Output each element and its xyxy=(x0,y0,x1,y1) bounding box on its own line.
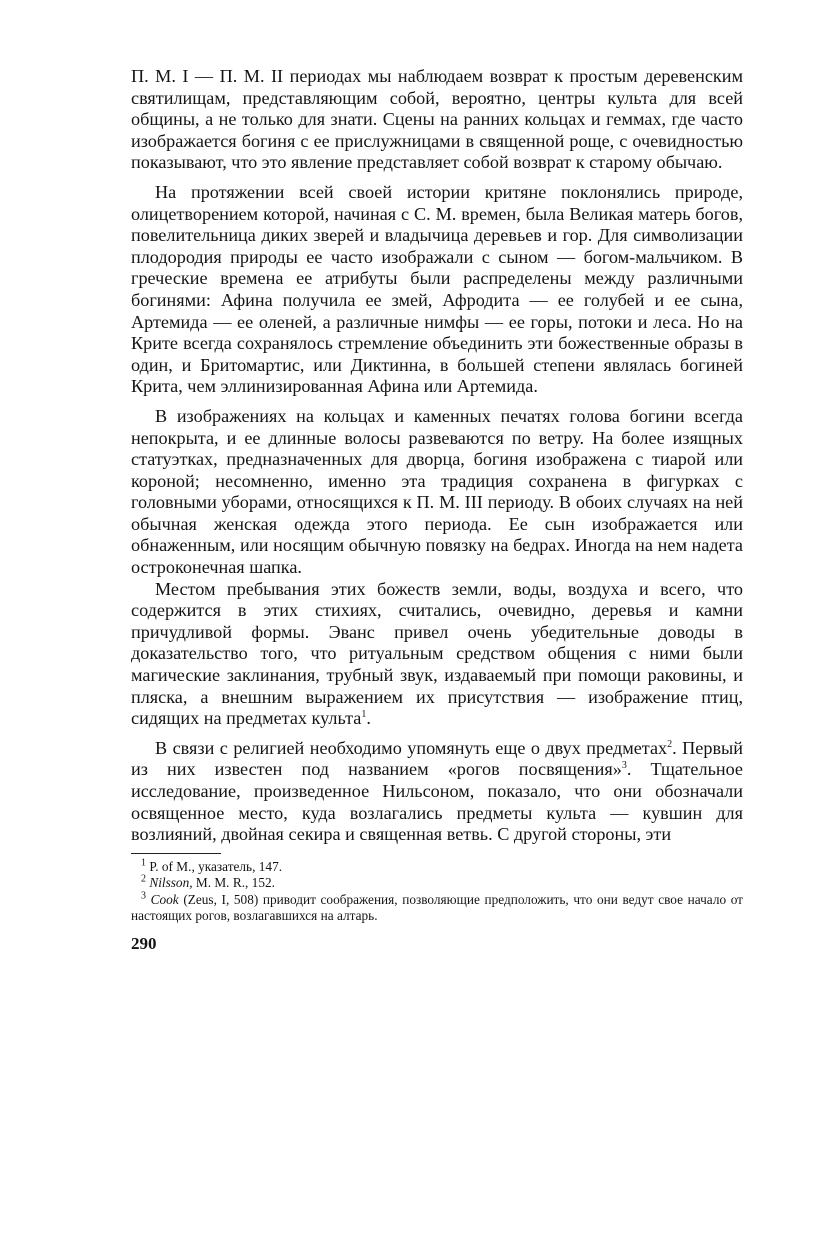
page-number: 290 xyxy=(131,933,157,953)
paragraph-4: Местом пребывания этих божеств земли, воды, воздуха и всего, что содержится в этих стихиях, считались, очевидно, деревья и камни причудливой формы. Эванс привел очень убедительные доводы в доказательство того, что ритуальным средством общения с ними были магические заклинания, трубный звук, издаваемый при помощи раковины, и пляска, а внешним выражением их присутствия — изображение птиц, сидящих на предметах культа$^1$. xyxy=(131,578,743,729)
paragraph-5 xyxy=(131,738,743,846)
footnote-3 xyxy=(131,892,743,925)
footnote-3-text: (Zeus, I, 508) приводит соображения, позволяющие предположить, что они ведут свое начало от настоящих рогов, возлагавшихся на алтарь. xyxy=(131,891,743,924)
footnote-ref-1: 1 xyxy=(361,709,367,721)
footnote-3-number: 3 xyxy=(141,890,146,902)
paragraph-5-text-a: В связи с религией необходимо упомянуть еще о двух предметах xyxy=(155,737,668,758)
paragraph-4-text: Местом пребывания этих божеств земли, воды, воздуха и всего, что содержится в этих стихиях, считались, очевидно, деревья и камни причудливой формы. Эванс привел очень убедительные доводы в доказательство того, что ритуальным средством общения с ними были магические заклинания, трубный звук, издаваемый при помощи раковины, и пляска, а внешним выражением их присутствия — изображение птиц, сидящих на предметах культа xyxy=(131,578,743,729)
paragraph-5-text-c: . Тщательное исследование, произведенное Нильсоном, показало, что они обозначали освященное место, куда возлагались предметы культа — кувшин для возлияний, двойная секира и священная ветвь. С другой стороны, эти xyxy=(131,759,743,845)
footnote-2-number: 2 xyxy=(141,873,146,885)
footnote-ref-2: 2 xyxy=(667,738,673,750)
footnote-1 xyxy=(131,859,743,876)
footnote-divider xyxy=(131,853,221,854)
footnote-ref-3: 3 xyxy=(621,760,627,772)
footnote-2 xyxy=(131,875,743,892)
footnote-1-number: 1 xyxy=(141,857,146,869)
paragraph-2: На протяжении всей своей истории критяне поклонялись природе, олицетворением которой, начиная с С. М. времен, была Великая матерь богов, повелительница диких зверей и владычица деревьев и гор. Для символизации плодородия природы ее часто изображали с сыном — богом-мальчиком. В греческие времена ее атрибуты были распределены между различными богинями: Афина получила ее змей, Афродита — ее голубей и ее сына, Артемида — ее оленей, а различные нимфы — ее горы, потоки и леса. Но на Крите всегда сохранялось стремление объединить эти божественные образы в один, и Бритомартис, или Диктинна, в большей степени являлась богиней Крита, чем эллинизированная Афина или Артемида. xyxy=(131,181,743,397)
paragraph-5-text-b: . Первый из них известен под названием «рогов посвящения» xyxy=(131,737,743,780)
document-page xyxy=(131,66,743,954)
footnote-2-author: Nilsson, xyxy=(149,875,193,891)
footnote-1-text: P. of M., указатель, 147. xyxy=(149,858,283,874)
paragraph-1: П. М. I — П. М. II периодах мы наблюдаем возврат к простым деревенским святилищам, представляющим собой, вероятно, центры культа для всей общины, а не только для знати. Сцены на ранних кольцах и геммах, где часто изображается богиня с ее прислужницами в священной роще, с очевидностью показывают, что это явление представляет собой возврат к старому обычаю. xyxy=(131,66,743,173)
footnote-2-text: M. M. R., 152. xyxy=(192,875,275,891)
paragraph-3: В изображениях на кольцах и каменных печатях голова богини всегда непокрыта, и ее длинные волосы развеваются по ветру. На более изящных статуэтках, предназначенных для дворца, богиня изображена с тиарой или короной; несомненно, именно эта традиция сохранена в фигурках с головными уборами, относящихся к П. М. III периоду. В обоих случаях на ней обычная женская одежда этого периода. Ее сын изображается или обнаженным, или носящим обычную повязку на бедрах. Иногда на нем надета остроконечная шапка. xyxy=(131,405,743,578)
footnote-3-author: Cook xyxy=(150,891,179,907)
